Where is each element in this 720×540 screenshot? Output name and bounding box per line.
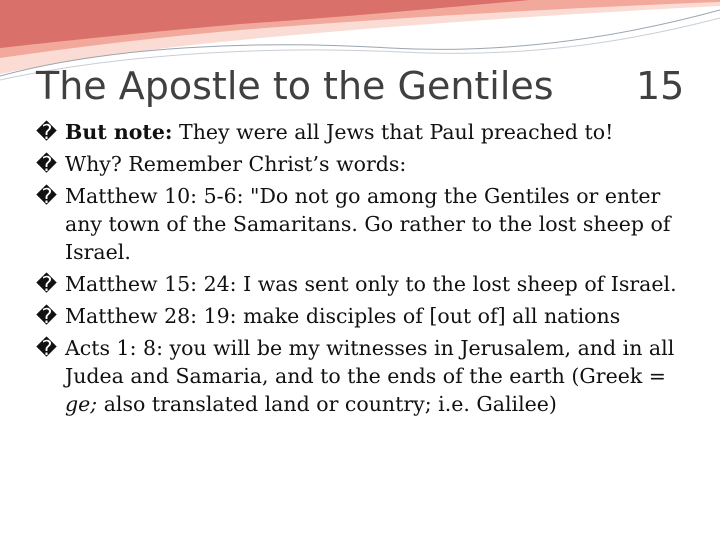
bullet-marker-icon: � [36, 272, 58, 296]
bullet-marker-icon: � [36, 336, 58, 360]
bullet-text: Acts 1: 8: you will be my witnesses in Jerusalem, and in all Judea and Samaria, and to the ends of the earth (Greek = [65, 336, 675, 388]
bullet-item [36, 118, 686, 146]
bullet-item [36, 334, 686, 418]
bullet-marker-icon: � [36, 304, 58, 328]
bullet-text: They were all Jews that Paul preached to! [172, 120, 614, 144]
bullet-item [36, 150, 686, 178]
bullet-italic-text: ge; [65, 392, 98, 416]
bullet-list [36, 118, 686, 422]
slide-number: 15 [636, 64, 685, 108]
bullet-marker-icon: � [36, 152, 58, 176]
bullet-text: Matthew 15: 24: I was sent only to the lost sheep of Israel. [65, 272, 677, 296]
bullet-text: Matthew 28: 19: make disciples of [out of] all nations [65, 304, 621, 328]
bullet-bold-text: But note: [65, 120, 173, 144]
bullet-item [36, 270, 686, 298]
bullet-marker-icon: � [36, 184, 58, 208]
bullet-marker-icon: � [36, 120, 58, 144]
bullet-item [36, 182, 686, 266]
bullet-text: Matthew 10: 5-6: "Do not go among the Gentiles or enter any town of the Samaritans. Go rather to the lost sheep of Israel. [65, 184, 671, 264]
bullet-item [36, 302, 686, 330]
slide-title: The Apostle to the Gentiles [36, 64, 554, 108]
bullet-text-after: also translated land or country; i.e. Galilee) [97, 392, 557, 416]
bullet-text: Why? Remember Christ’s words: [65, 152, 407, 176]
